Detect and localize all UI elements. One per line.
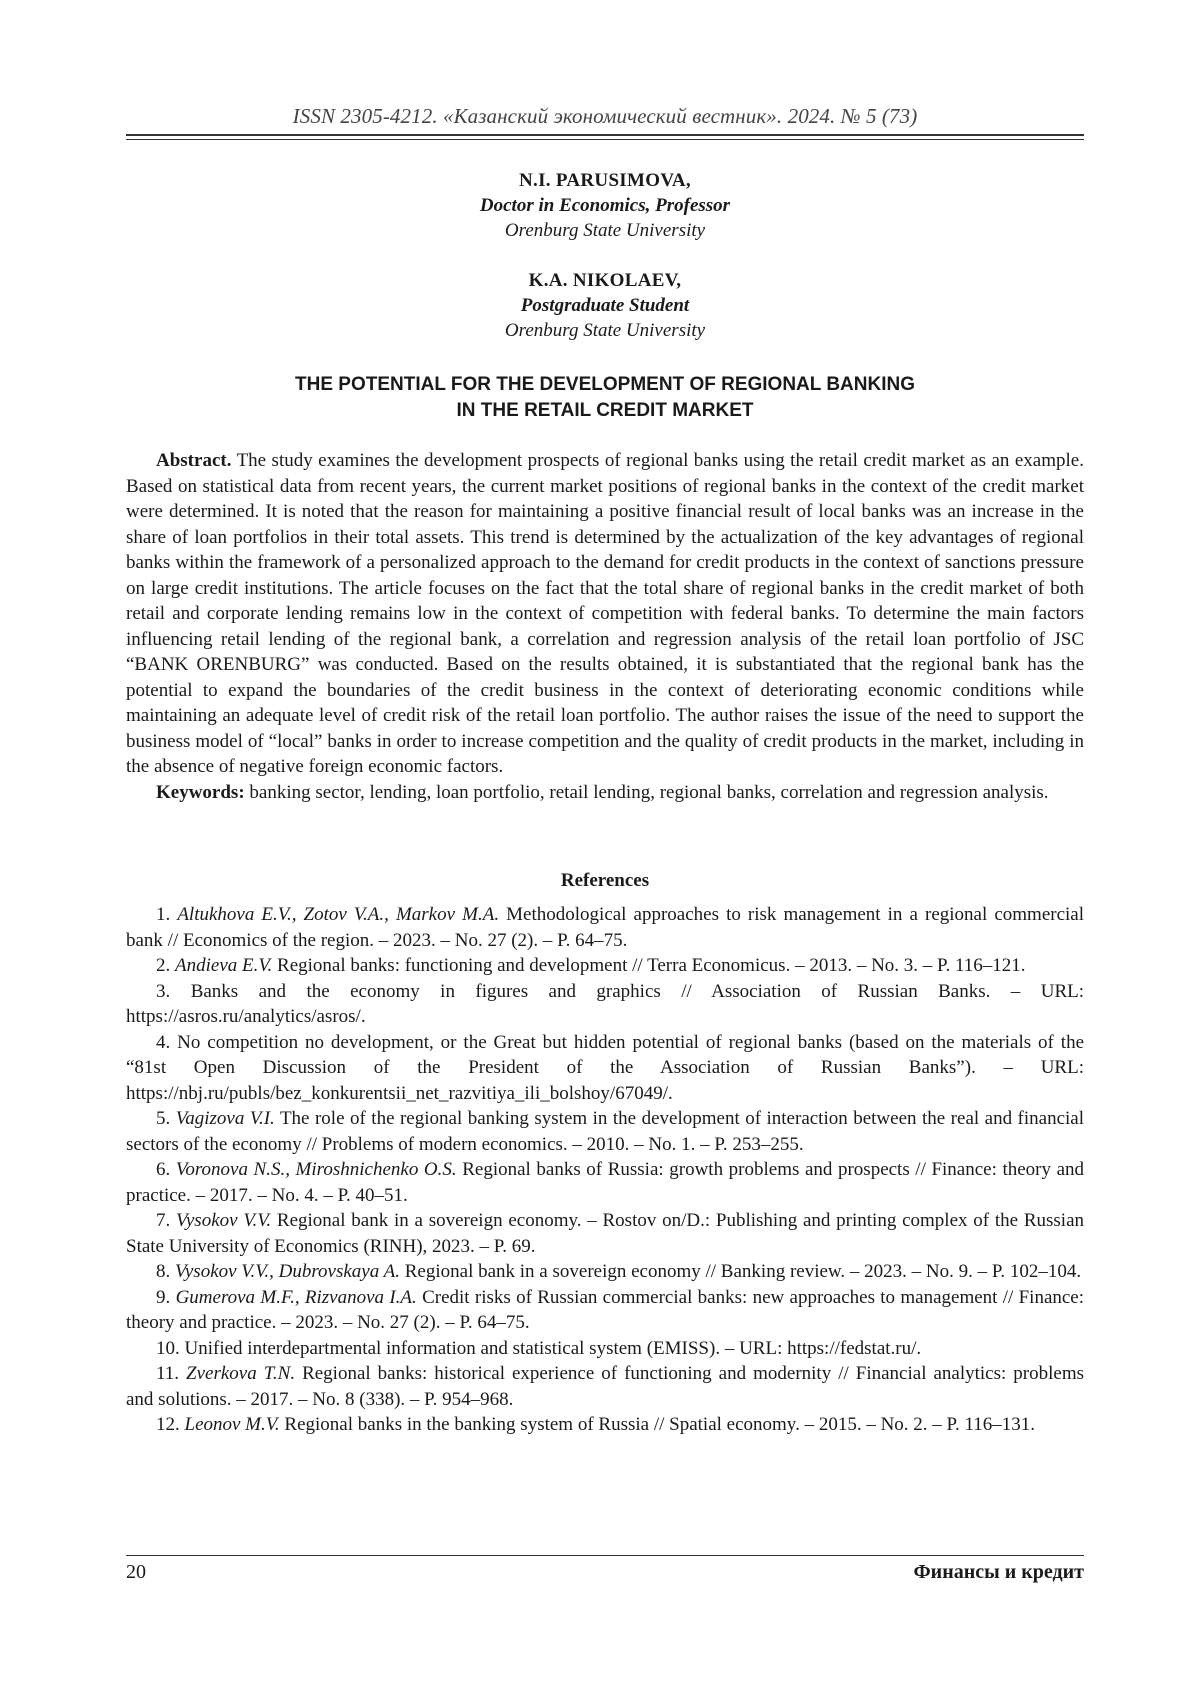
reference-authors: Vysokov V.V., Dubrovskaya A. [175, 1261, 400, 1282]
author-position: Doctor in Economics, Professor [479, 195, 731, 216]
reference-item [126, 1157, 1084, 1208]
reference-authors: Vagizova V.I. [175, 1108, 275, 1129]
reference-number: 4. [156, 1031, 171, 1053]
reference-authors: Voronova N.S., Miroshnichenko O.S. [175, 1159, 457, 1180]
author-name: N.I. PARUSIMOVA, [519, 170, 691, 191]
keywords-label: Keywords: [156, 781, 245, 803]
author-organization: Orenburg State University [504, 220, 706, 241]
author-1 [126, 168, 1084, 243]
author-2 [126, 268, 1084, 343]
reference-number: 6. [156, 1159, 171, 1180]
reference-text: Credit risks of Russian commercial banks: new approaches to management // Finance: theory and practice. – 2023. – No. 27 (2). – P. 64–75. [126, 1286, 1085, 1333]
reference-number: 3. [156, 980, 171, 1002]
page-number: 20 [126, 1561, 146, 1583]
reference-item [126, 902, 1084, 953]
reference-authors: Zverkova T.N. [186, 1363, 296, 1384]
reference-item [126, 1361, 1084, 1412]
reference-item [126, 953, 1084, 979]
reference-authors: Altukhova E.V., Zotov V.A., Markov M.A. [177, 904, 500, 925]
reference-item [126, 1336, 1084, 1362]
reference-number: 11. [156, 1363, 180, 1384]
title-line-2: IN THE RETAIL CREDIT MARKET [456, 400, 754, 421]
reference-text: Regional bank in a sovereign economy. – Rostov on/D.: Publishing and printing complex of the Russian State University of Economics (RINH), 2023. – P. 69. [126, 1210, 1085, 1257]
abstract-paragraph [126, 448, 1084, 780]
abstract-section [126, 448, 1084, 805]
references-heading: References [560, 870, 650, 891]
reference-number: 8. [156, 1261, 171, 1282]
reference-number: 12. [156, 1414, 180, 1435]
reference-authors: Gumerova M.F., Rizvanova I.A. [175, 1286, 417, 1308]
page [126, 0, 1084, 1697]
reference-text: The role of the regional banking system in the development of interaction between the real and financial sectors of the economy // Problems of modern economics. – 2010. – No. 1. – P. 253–255. [126, 1108, 1085, 1155]
reference-authors: Andieva E.V. [175, 955, 273, 976]
keywords-text: banking sector, lending, loan portfolio, retail lending, regional banks, correlation and regression analysis. [249, 781, 1049, 803]
keywords-paragraph [126, 780, 1084, 806]
reference-text: Unified interdepartmental information and statistical system (EMISS). – URL: https://fedstat.ru/. [184, 1337, 922, 1359]
reference-authors: Leonov M.V. [184, 1414, 280, 1435]
journal-section: Финансы и кредит [913, 1561, 1084, 1583]
abstract-text: The study examines the development prospects of regional banks using the retail credit market as an example. Based on statistical data from recent years, the current market positions of regional banks in the context of the credit market were determined. It is noted that the reason for maintaining a positive financial result of local banks was an increase in the share of loan portfolios in their total assets. This trend is determined by the actualization of the key advantages of regional banks within the framework of a personalized approach to the demand for credit products in the context of sanctions pressure on large credit institutions. The article focuses on the fact that the total share of regional banks in the credit market of both retail and corporate lending remains low in the context of competition with federal banks. To determine the main factors influencing retail lending of the regional bank, a correlation and regression analysis of the retail loan portfolio of JSC “BANK ORENBURG” was conducted. Based on the results obtained, it is substantiated that the regional bank has the potential to expand the boundaries of the credit business in the context of deteriorating economic conditions while maintaining an adequate level of credit risk of the retail loan portfolio. The author raises the issue of the need to support the business model of “local” banks in order to increase competition and the quality of credit products in the market, including in the absence of negative foreign economic factors. [126, 450, 1084, 777]
reference-number: 9. [156, 1286, 171, 1308]
reference-item [126, 1106, 1084, 1157]
reference-text: Regional banks: historical experience of functioning and modernity // Financial analytics: problems and solutions. – 2017. – No. 8 (338). – P. 954–968. [126, 1363, 1084, 1410]
reference-text: Regional banks: functioning and development // Terra Economicus. – 2013. – No. 3. – P. 116–121. [277, 955, 1026, 976]
abstract-label: Abstract. [156, 450, 232, 471]
reference-authors: Vysokov V.V. [176, 1210, 272, 1231]
header-rule [126, 134, 1084, 140]
reference-item [126, 1285, 1084, 1336]
reference-item [126, 1412, 1084, 1438]
reference-number: 2. [156, 955, 171, 976]
article-title [126, 372, 1084, 424]
reference-item [126, 1259, 1084, 1285]
running-header: ISSN 2305-4212. «Казанский экономический вестник». 2024. № 5 (73) [292, 104, 918, 128]
author-name: K.A. NIKOLAEV, [528, 270, 682, 291]
footer-rule [126, 1555, 1084, 1556]
reference-text: No competition no development, or the Great but hidden potential of regional banks (based on the materials of the “81st Open Discussion of the President of the Association of Russian Banks”). – URL: https://nbj.ru/publs/bez_konkurentsii_net_razvitiya_ili_bolshoy/67049/. [126, 1031, 1085, 1104]
authors-block [126, 168, 1084, 368]
reference-number: 10. [156, 1337, 180, 1359]
reference-item [126, 979, 1084, 1030]
reference-text: Methodological approaches to risk management in a regional commercial bank // Economics of the region. – 2023. – No. 27 (2). – P. 64–75. [126, 904, 1085, 951]
reference-number: 5. [156, 1108, 171, 1129]
references-list [126, 902, 1084, 1438]
reference-text: Regional banks of Russia: growth problems and prospects // Finance: theory and practice. – 2017. – No. 4. – P. 40–51. [126, 1159, 1085, 1206]
reference-number: 7. [156, 1210, 171, 1231]
reference-text: Banks and the economy in figures and graphics // Association of Russian Banks. – URL: https://asros.ru/analytics/asros/. [126, 980, 1085, 1027]
title-line-1: THE POTENTIAL FOR THE DEVELOPMENT OF REGIONAL BANKING [295, 374, 915, 395]
reference-text: Regional bank in a sovereign economy // Banking review. – 2023. – No. 9. – P. 102–104. [404, 1261, 1082, 1282]
author-organization: Orenburg State University [504, 320, 706, 341]
reference-item [126, 1208, 1084, 1259]
reference-number: 1. [156, 904, 171, 925]
reference-text: Regional banks in the banking system of Russia // Spatial economy. – 2015. – No. 2. – P. 116–131. [284, 1414, 1036, 1435]
author-position: Postgraduate Student [520, 295, 690, 316]
reference-item [126, 1030, 1084, 1107]
